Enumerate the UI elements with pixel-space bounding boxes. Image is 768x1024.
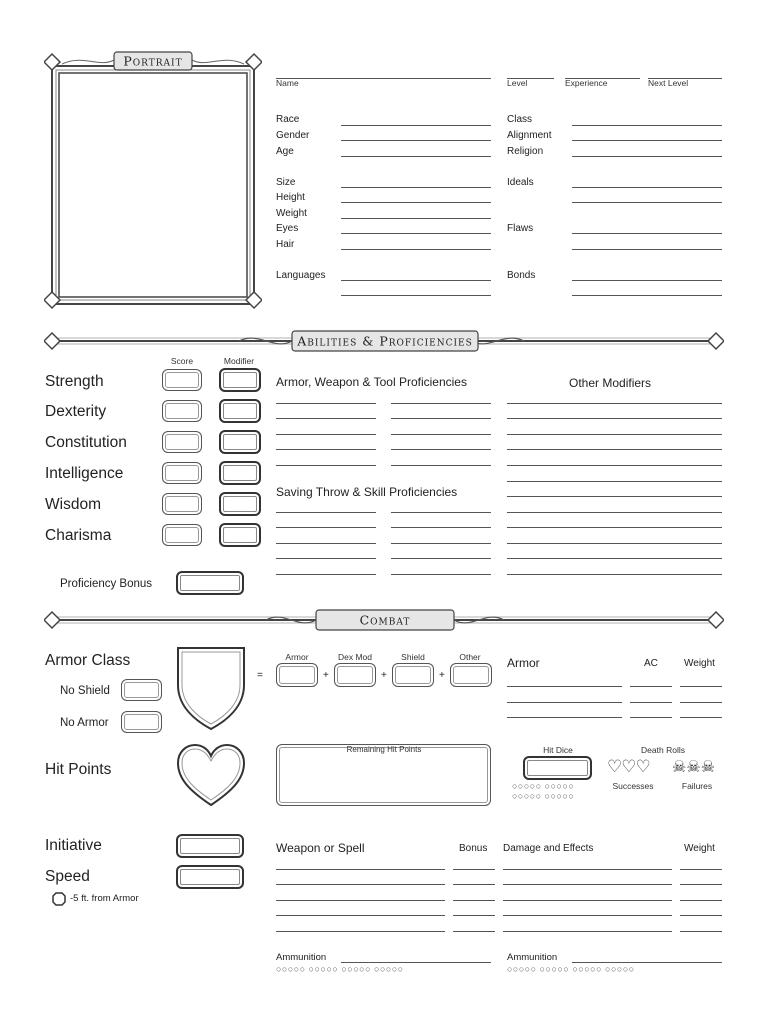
- experience-label: Experience: [565, 78, 608, 88]
- height-field[interactable]: [341, 202, 491, 203]
- wisdom-score-box[interactable]: [162, 493, 202, 515]
- combat-banner-svg: [44, 609, 724, 631]
- bonus-header: Bonus: [459, 843, 488, 854]
- intelligence-label: Intelligence: [45, 465, 124, 482]
- damage-header: Damage and Effects: [503, 843, 594, 854]
- no-armor-box[interactable]: [121, 711, 162, 733]
- ac-armor-header: Armor: [285, 652, 309, 662]
- religion-label: Religion: [507, 146, 544, 157]
- name-label: Name: [276, 78, 299, 88]
- level-label: Level: [507, 78, 528, 88]
- speed-box[interactable]: [176, 865, 244, 889]
- bonds-field-2[interactable]: [572, 295, 722, 296]
- intelligence-modifier-box[interactable]: [219, 461, 261, 485]
- plus-sign-2: +: [381, 670, 387, 681]
- weapon-header: Weapon or Spell: [276, 841, 365, 855]
- armor-weapon-tool-heading: Armor, Weapon & Tool Proficiencies: [276, 375, 467, 389]
- constitution-modifier-box[interactable]: [219, 430, 261, 454]
- ideals-field-2[interactable]: [572, 202, 722, 203]
- failures-label: Failures: [681, 781, 713, 791]
- portrait-banner: [114, 52, 192, 70]
- charisma-modifier-box[interactable]: [219, 523, 261, 547]
- modifier-header: Modifier: [223, 356, 255, 366]
- plus-sign-3: +: [439, 670, 445, 681]
- combat-banner: [44, 609, 724, 631]
- eyes-label: Eyes: [276, 223, 299, 234]
- ac-other-box[interactable]: [450, 663, 492, 687]
- initiative-label: Initiative: [45, 837, 102, 854]
- armor-class-label: Armor Class: [45, 652, 131, 669]
- languages-field-2[interactable]: [341, 295, 491, 296]
- ideals-field[interactable]: [572, 187, 722, 188]
- ammunition-label-1: Ammunition: [276, 952, 327, 963]
- bonds-label: Bonds: [507, 270, 536, 281]
- flaws-field[interactable]: [572, 233, 722, 234]
- gender-field[interactable]: [341, 140, 491, 141]
- size-label: Size: [276, 177, 296, 188]
- ac-header: AC: [644, 658, 658, 669]
- next-level-label: Next Level: [648, 78, 689, 88]
- weight-label: Weight: [276, 208, 307, 219]
- strength-modifier-box[interactable]: [219, 368, 261, 392]
- armor-header: Armor: [507, 656, 540, 670]
- ac-other-header: Other: [459, 652, 481, 662]
- size-field[interactable]: [341, 187, 491, 188]
- languages-field[interactable]: [341, 280, 491, 281]
- abilities-banner: [44, 330, 724, 352]
- speed-note: -5 ft. from Armor: [70, 893, 139, 904]
- hit-dice-circles-row-2[interactable]: ○○○○○ ○○○○○: [512, 791, 575, 801]
- age-field[interactable]: [341, 156, 491, 157]
- ammunition-circles-2[interactable]: ○○○○○ ○○○○○ ○○○○○ ○○○○○: [507, 964, 635, 974]
- death-success-hearts[interactable]: ♡♡♡: [607, 757, 650, 776]
- constitution-label: Constitution: [45, 434, 127, 451]
- dexterity-label: Dexterity: [45, 403, 107, 420]
- ac-dex-header: Dex Mod: [337, 652, 372, 662]
- gender-label: Gender: [276, 130, 310, 141]
- religion-field[interactable]: [572, 156, 722, 157]
- strength-score-box[interactable]: [162, 369, 202, 391]
- intelligence-score-box[interactable]: [162, 462, 202, 484]
- wisdom-label: Wisdom: [45, 496, 101, 513]
- alignment-field[interactable]: [572, 140, 722, 141]
- charisma-score-box[interactable]: [162, 524, 202, 546]
- successes-label: Successes: [612, 781, 654, 791]
- death-rolls-label: Death Rolls: [641, 745, 685, 755]
- abilities-banner-svg: [44, 330, 724, 352]
- dexterity-score-box[interactable]: [162, 400, 202, 422]
- eyes-field[interactable]: [341, 233, 491, 234]
- proficiency-bonus-box[interactable]: [176, 571, 244, 595]
- ammunition-field-1[interactable]: [341, 962, 491, 963]
- ammunition-field-2[interactable]: [572, 962, 722, 963]
- ammunition-label-2: Ammunition: [507, 952, 558, 963]
- proficiency-bonus-label: Proficiency Bonus: [60, 578, 153, 590]
- hit-dice-box[interactable]: [523, 756, 592, 780]
- speed-label: Speed: [45, 868, 90, 885]
- portrait-frame: [44, 50, 262, 312]
- languages-label: Languages: [276, 270, 326, 281]
- hair-label: Hair: [276, 239, 295, 250]
- plus-sign-1: +: [323, 670, 329, 681]
- class-label: Class: [507, 114, 533, 125]
- strength-label: Strength: [45, 373, 104, 390]
- equals-sign: =: [257, 670, 263, 681]
- race-field[interactable]: [341, 125, 491, 126]
- ac-shield-header: Shield: [401, 652, 425, 662]
- no-shield-label: No Shield: [60, 685, 110, 697]
- flaws-field-2[interactable]: [572, 249, 722, 250]
- portrait-title: Portrait: [123, 53, 183, 69]
- score-header: Score: [170, 356, 194, 366]
- initiative-box[interactable]: [176, 834, 244, 858]
- weight-field[interactable]: [341, 218, 491, 219]
- race-label: Race: [276, 114, 300, 125]
- saving-throw-skill-heading: Saving Throw & Skill Proficiencies: [276, 485, 458, 499]
- class-field[interactable]: [572, 125, 722, 126]
- other-modifiers-heading: Other Modifiers: [569, 376, 652, 390]
- dexterity-modifier-box[interactable]: [219, 399, 261, 423]
- no-shield-box[interactable]: [121, 679, 162, 701]
- portrait-frame-svg: [44, 50, 262, 312]
- death-failure-skulls[interactable]: ☠☠☠: [672, 759, 716, 776]
- heart-icon[interactable]: [176, 743, 246, 809]
- hair-field[interactable]: [341, 249, 491, 250]
- hit-dice-circles-row-1[interactable]: ○○○○○ ○○○○○: [512, 781, 575, 791]
- ideals-label: Ideals: [507, 177, 534, 188]
- hit-dice-label: Hit Dice: [543, 745, 573, 755]
- bonds-field[interactable]: [572, 280, 722, 281]
- alignment-label: Alignment: [507, 130, 552, 141]
- flaws-label: Flaws: [507, 223, 534, 234]
- charisma-label: Charisma: [45, 527, 112, 544]
- age-label: Age: [276, 146, 294, 157]
- no-armor-label: No Armor: [60, 717, 109, 729]
- ac-dex-box[interactable]: [334, 663, 376, 687]
- shield-icon[interactable]: [176, 645, 246, 731]
- armor-penalty-checkbox-icon[interactable]: [52, 892, 66, 906]
- height-label: Height: [276, 192, 305, 203]
- ac-armor-box[interactable]: [276, 663, 318, 687]
- abilities-title: Abilities & Proficiencies: [297, 333, 473, 349]
- ac-shield-box[interactable]: [392, 663, 434, 687]
- remaining-hp-label: Remaining Hit Points: [346, 745, 422, 754]
- constitution-score-box[interactable]: [162, 431, 202, 453]
- wisdom-modifier-box[interactable]: [219, 492, 261, 516]
- combat-title: Combat: [359, 612, 411, 628]
- weapon-weight-header: Weight: [684, 843, 715, 854]
- ammunition-circles-1[interactable]: ○○○○○ ○○○○○ ○○○○○ ○○○○○: [276, 964, 404, 974]
- armor-weight-header: Weight: [684, 658, 715, 669]
- hit-points-label: Hit Points: [45, 761, 112, 778]
